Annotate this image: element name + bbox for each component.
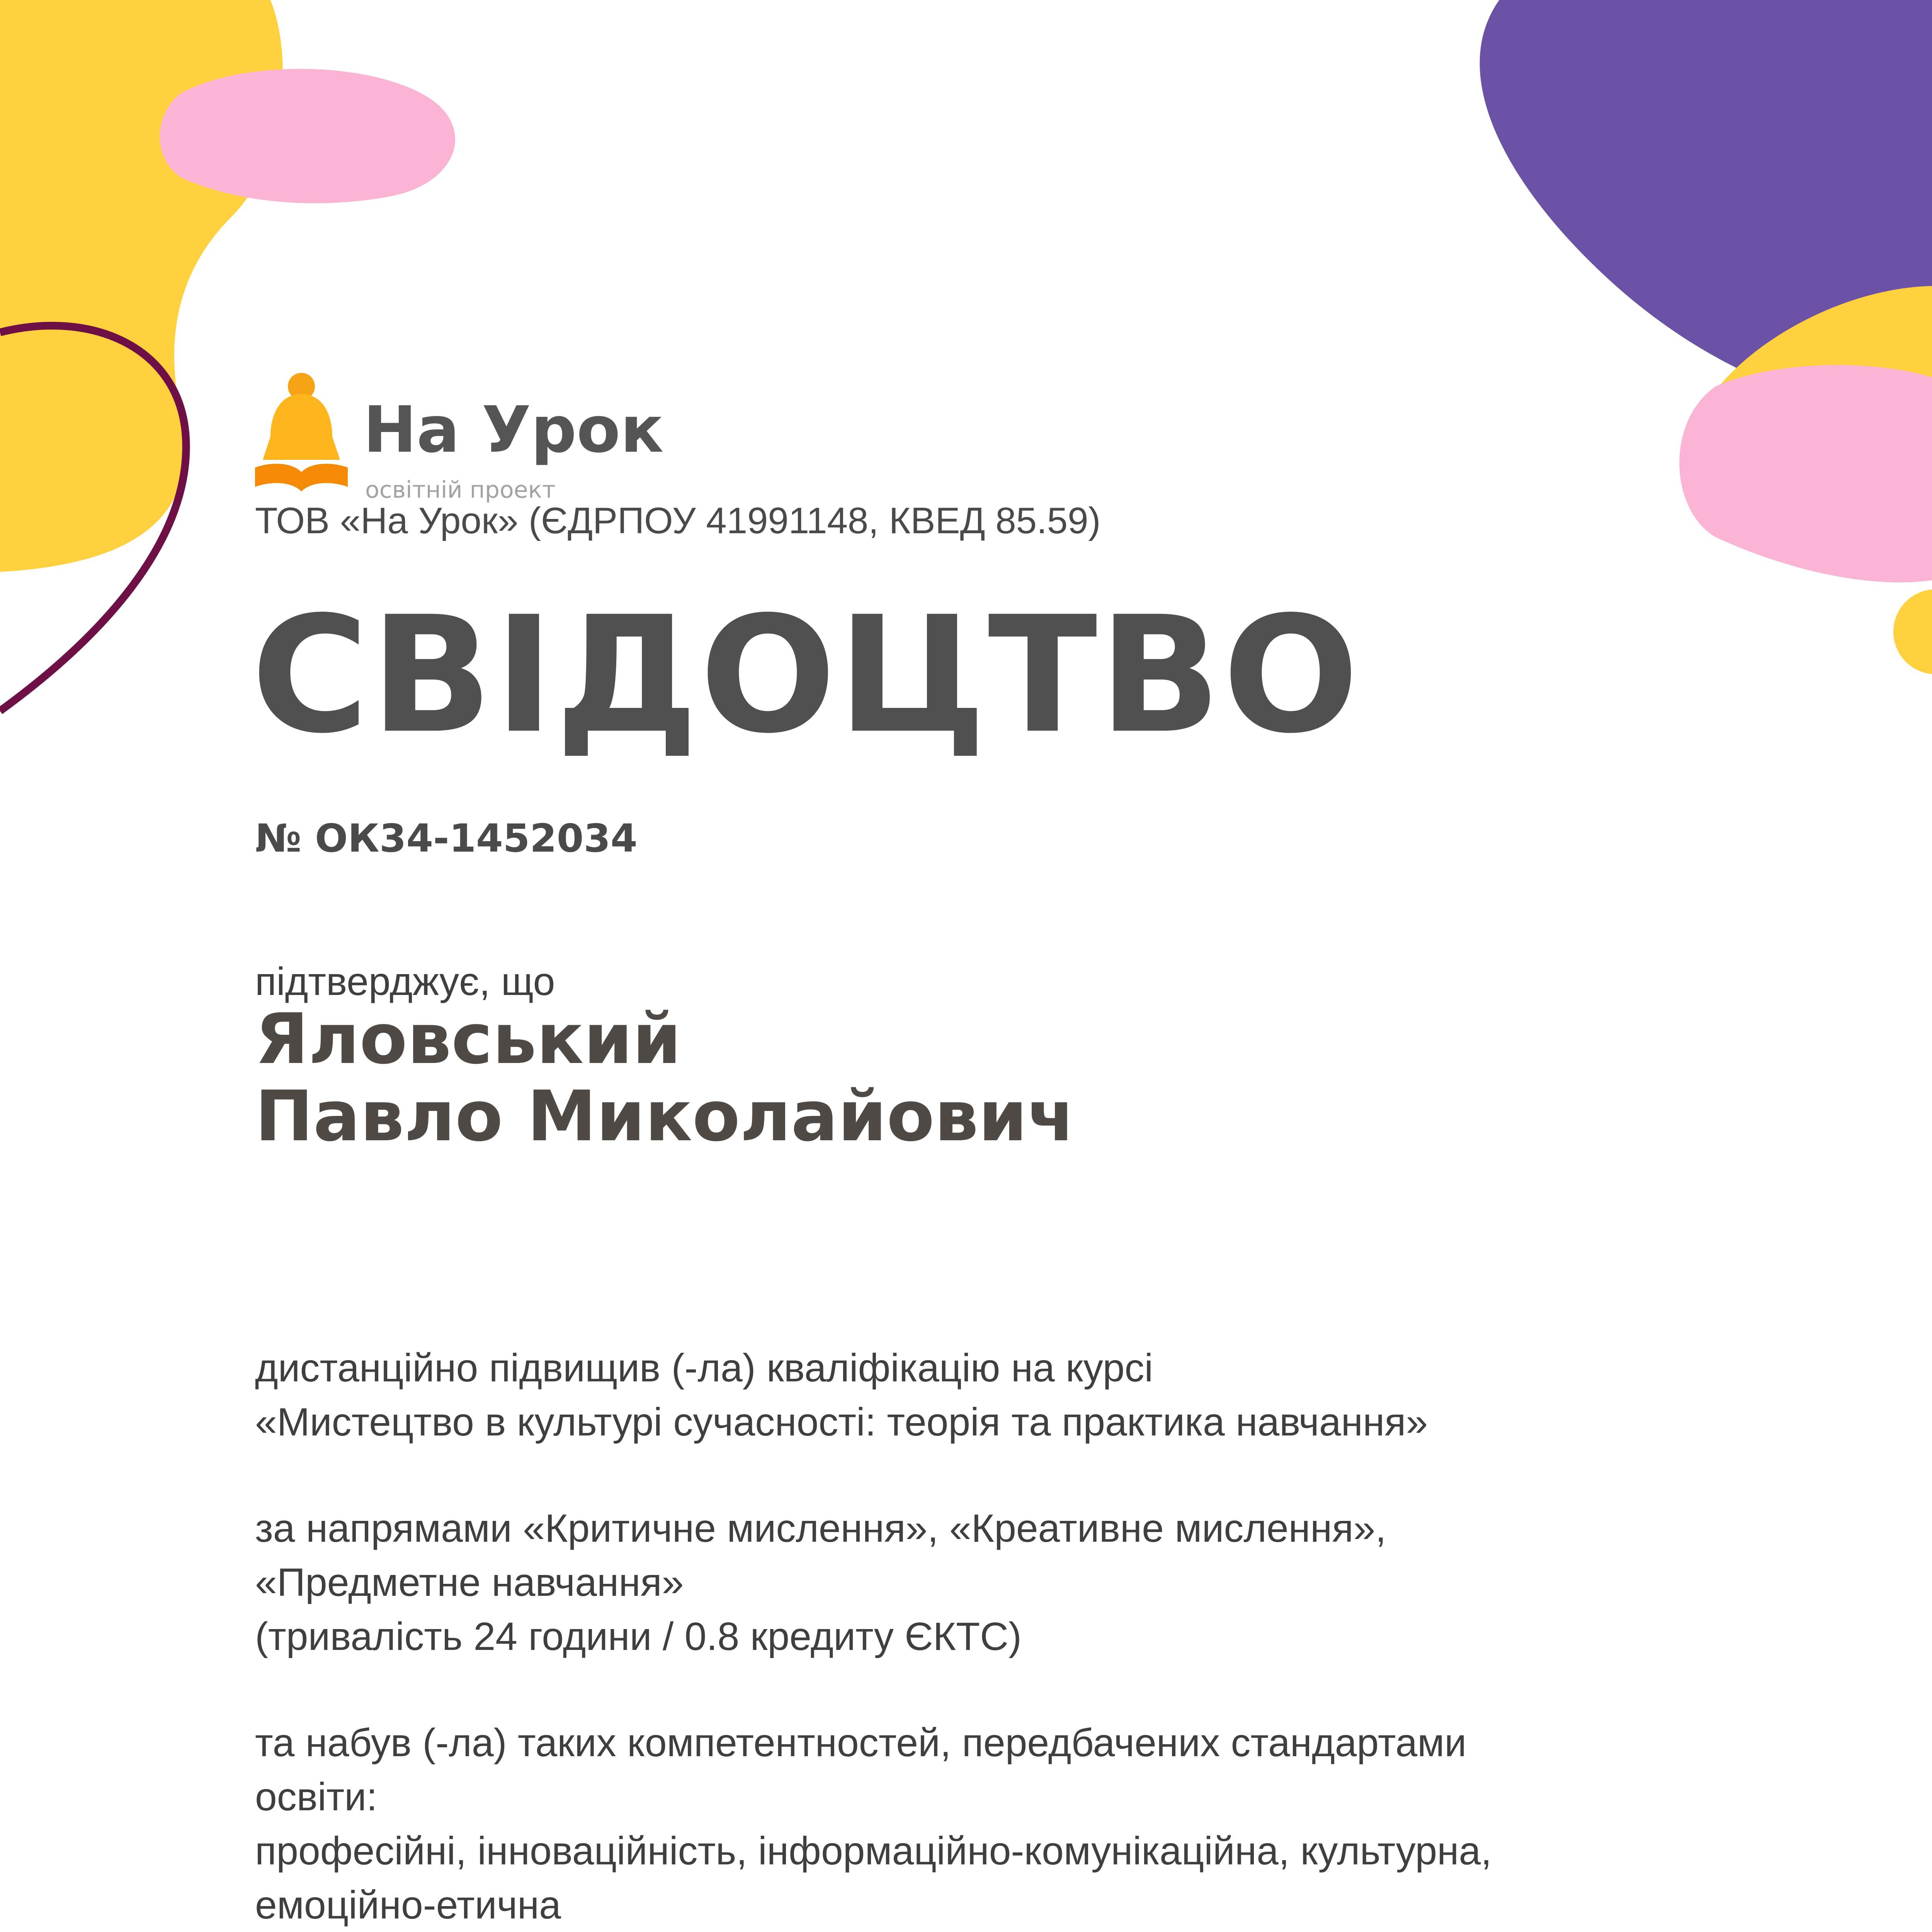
competencies-block bbox=[255, 1716, 1492, 1932]
pink-blob-top-left bbox=[160, 69, 455, 203]
competencies-line4: емоційно-етична bbox=[255, 1883, 561, 1927]
directions-block bbox=[255, 1501, 1386, 1663]
directions-line1: за напрямами «Критичне мислення», «Креативне мислення», bbox=[255, 1506, 1386, 1550]
course-name: «Мистецтво в культурі сучасності: теорія та практика навчання» bbox=[255, 1400, 1428, 1444]
certificate-number: № ОК34-1452034 bbox=[255, 816, 638, 861]
pink-blob-top-right bbox=[1679, 365, 1932, 582]
course-intro: дистанційно підвищив (-ла) кваліфікацію на курсі bbox=[255, 1346, 1153, 1390]
confirms-text: підтверджує, що bbox=[255, 959, 555, 1003]
directions-line2: «Предметне навчання» bbox=[255, 1560, 684, 1604]
competencies-line3: професійні, інноваційність, інформаційно-комунікаційна, культурна, bbox=[255, 1829, 1492, 1873]
course-block bbox=[255, 1341, 1428, 1449]
logo-title: На Урок bbox=[363, 393, 664, 467]
recipient-given-names: Павло Миколайович bbox=[255, 1076, 1075, 1157]
recipient-name bbox=[255, 1001, 1075, 1155]
bell-book-logo-icon bbox=[247, 371, 355, 495]
logo-subtitle: освітній проект bbox=[365, 476, 556, 503]
competencies-line1: та набув (-ла) таких компетентностей, передбачених стандартами bbox=[255, 1721, 1467, 1765]
duration: (тривалість 24 години / 0.8 кредиту ЄКТС) bbox=[255, 1614, 1022, 1658]
company-line: ТОВ «На Урок» (ЄДРПОУ 41991148, КВЕД 85.59) bbox=[255, 500, 1101, 541]
recipient-surname: Яловський bbox=[255, 999, 681, 1080]
certificate-title: СВІДОЦТВО bbox=[251, 582, 1361, 769]
competencies-line2: освіти: bbox=[255, 1775, 378, 1819]
yellow-dot-right bbox=[1893, 589, 1932, 674]
